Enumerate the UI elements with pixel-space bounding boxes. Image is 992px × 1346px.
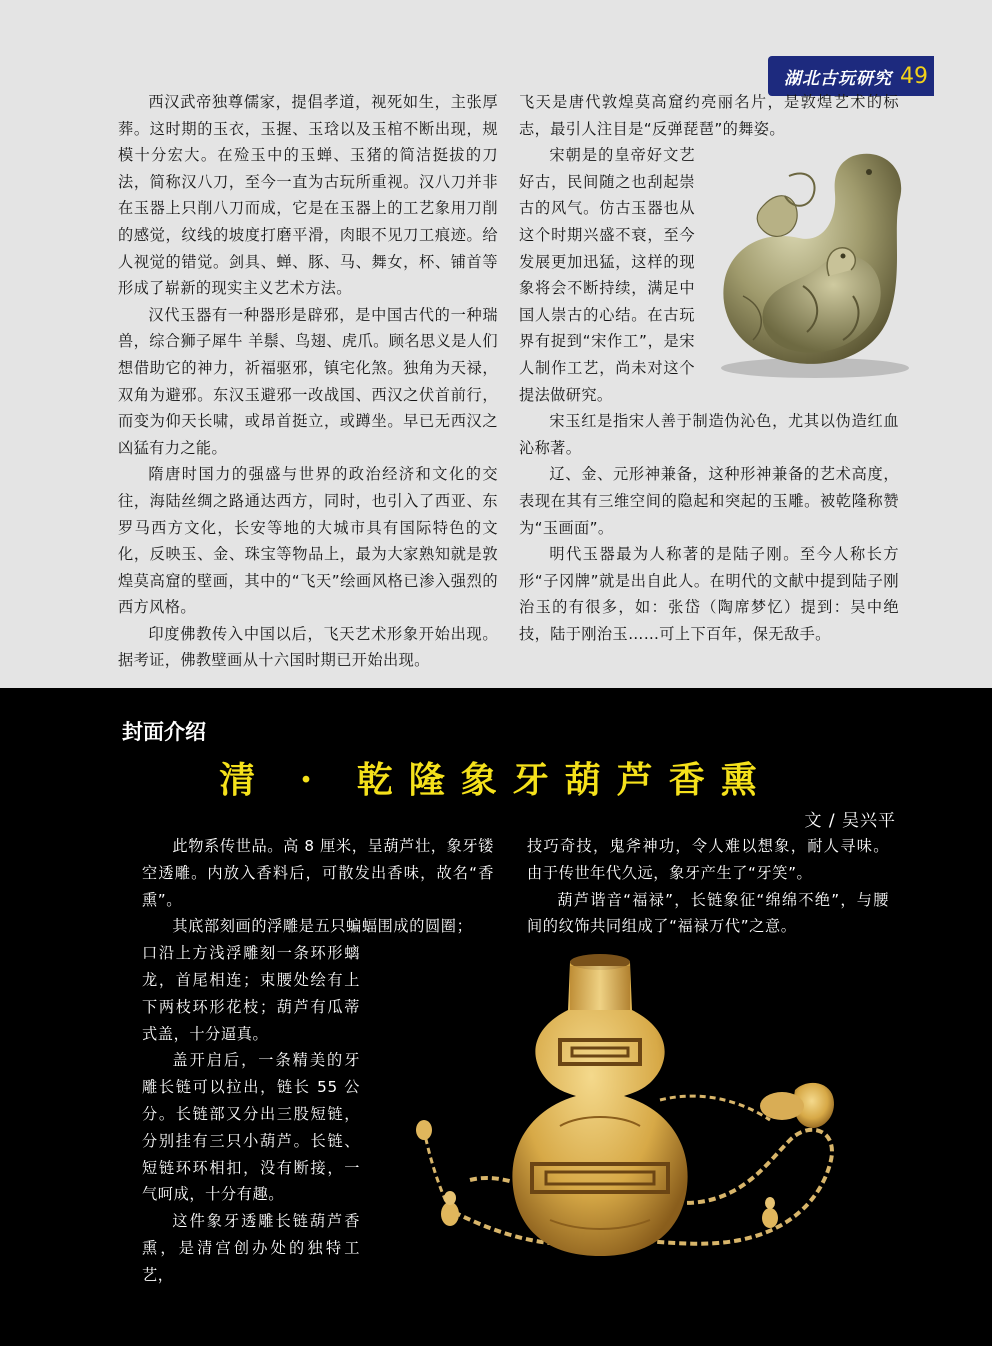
cover-paragraph: 葫芦谐音“福禄”，长链象征“绵绵不绝”，与腰间的纹饰共同组成了“福禄万代”之意。 [527, 890, 889, 936]
article-paragraph: 明代玉器最为人称著的是陆子刚。至今人称长方形“子冈牌”就是出自此人。在明代的文献中提到陆子刚治玉的有很多，如：张岱（陶席梦忆）提到：吴中绝技，陆于刚治玉……可上下百年，保无敌手。 [519, 545, 899, 643]
cover-title: 清 · 乾隆象牙葫芦香熏 [219, 759, 773, 801]
article-paragraph: 飞天是唐代敦煌莫高窟约亮丽名片，是敦煌艺术的标志，最引人注目是“反弹琵琶”的舞姿。 [519, 93, 899, 138]
article-right-column [519, 89, 899, 647]
article-paragraph: 汉代玉器有一种器形是辟邪，是中国古代的一种瑞兽，综合狮子犀牛 羊鬃、鸟翅、虎爪。顾名思义是人们想借助它的神力，祈福驱邪，镇宅化煞。独角为天禄，双角为避邪。东汉玉避邪一改战国、西汉之伏首前行，而变为仰天长啸，或昂首挺立，或蹲坐。早已无西汉之凶猛有力之能。 [118, 305, 498, 457]
cover-paragraph: 其底部刻画的浮雕是五只蝙蝠围成的圆圈； [172, 917, 473, 936]
page-number: 49 [900, 63, 928, 89]
cover-paragraph: 这件象牙透雕长链葫芦香熏，是清宫创办处的独特工艺， [142, 1212, 360, 1284]
article-paragraph: 宋朝是的皇帝好文艺好古，民间随之也刮起崇古的风气。仿古玉器也从这个时期兴盛不衰，至今发展更加迅猛，这样的现象将会不断持续，满足中国人崇古的心结。在古玩界有捉到“宋作工”，是宋人制作工艺，尚未对这个提法做研究。 [519, 146, 695, 404]
byline: 文 / 吴兴平 [804, 811, 896, 831]
section-label: 封面介绍 [122, 720, 206, 744]
article-paragraph: 辽、金、元形神兼备，这种形神兼备的艺术高度，表现在其有三维空间的隐起和突起的玉雕。被乾隆称赞为“玉画面”。 [519, 465, 899, 537]
article-paragraph: 印度佛教传入中国以后，飞天艺术形象开始出现。据考证，佛教壁画从十六国时期已开始出现。 [118, 624, 498, 670]
magazine-name: 湖北古玩研究 [784, 68, 892, 89]
cover-paragraph: 此物系传世品。高 8 厘米，呈葫芦壮，象牙镂空透雕。内放入香料后，可散发出香味，故名“香熏”。 [142, 837, 494, 909]
cover-narrow-block [142, 940, 360, 1288]
cover-right-column [527, 833, 889, 940]
jade-bird-carving-image [703, 146, 913, 382]
ivory-gourd-incense-burner-image [410, 950, 870, 1268]
cover-paragraph: 口沿上方浅浮雕刻一条环形螭龙，首尾相连；束腰处绘有上下两枝环形花枝；葫芦有瓜蒂式盖，十分逼真。 [142, 944, 360, 1043]
article-paragraph: 宋玉红是指宋人善于制造伪沁色，尤其以伪造红血沁称著。 [519, 412, 899, 457]
article-paragraph: 西汉武帝独尊儒家，提倡孝道，视死如生，主张厚葬。这时期的玉衣，玉握、玉琀以及玉棺不断出现，规模十分宏大。在殓玉中的玉蝉、玉猪的简洁挺拔的刀法，简称汉八刀，至今一直为古玩所重视。汉八刀并非在玉器上只削八刀而成，它是在玉器上的工艺象用刀削的感觉，纹线的坡度打磨平滑，肉眼不见刀工痕迹。给人视觉的错觉。剑具、蝉、豚、马、舞女，杯、铺首等形成了崭新的现实主义艺术方法。 [118, 93, 498, 298]
cover-paragraph: 盖开启后，一条精美的牙雕长链可以拉出，链长 55 公分。长链部又分出三股短链，分别挂有三只小葫芦。长链、短链环环相扣，没有断接，一气呵成，十分有趣。 [142, 1051, 360, 1204]
cover-paragraph: 技巧奇技，鬼斧神功，令人难以想象，耐人寻味。由于传世年代久远，象牙产生了“牙笑”。 [527, 837, 889, 882]
article-left-column [118, 89, 498, 674]
article-paragraph: 隋唐时国力的强盛与世界的政治经济和文化的交往，海陆丝绸之路通达西方，同时，也引入了西亚、东罗马西方文化，长安等地的大城市具有国际特色的文化，反映玉、金、珠宝等物品上，最为大家熟知就是敦煌莫高窟的壁画，其中的“飞天”绘画风格已渗入强烈的西方风格。 [118, 465, 498, 617]
